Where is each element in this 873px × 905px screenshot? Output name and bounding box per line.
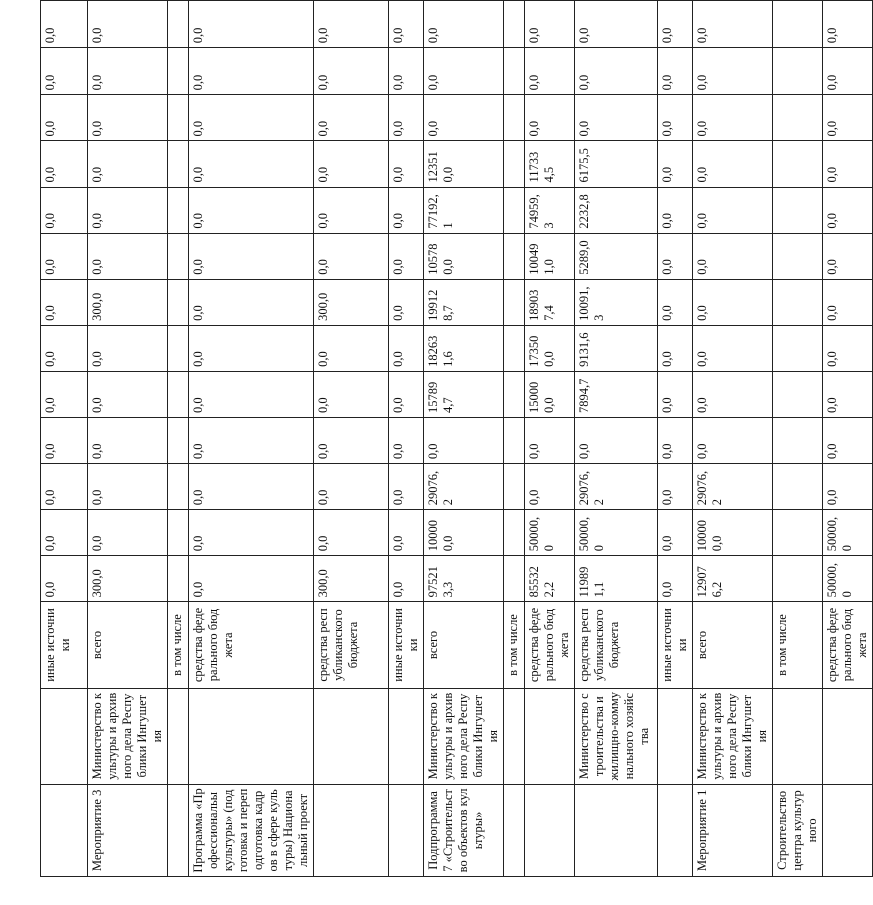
value-cell <box>168 95 189 141</box>
value-cell: 0,0 <box>41 141 88 187</box>
value-cell <box>773 48 823 95</box>
value-cell: 0,0 <box>823 187 873 233</box>
executor-cell <box>389 688 424 784</box>
value-cell: 0,0 <box>424 48 504 95</box>
rotated-table-page <box>40 0 869 877</box>
value-cell: 0,0 <box>823 464 873 510</box>
value-cell <box>773 510 823 556</box>
value-cell <box>773 1 823 48</box>
value-cell: 0,0 <box>658 325 693 371</box>
table-row <box>389 1 424 877</box>
value-cell: 0,0 <box>389 279 424 325</box>
value-cell: 0,0 <box>823 325 873 371</box>
table-row <box>168 1 189 877</box>
value-cell <box>504 418 525 464</box>
value-cell <box>773 418 823 464</box>
value-cell <box>773 464 823 510</box>
value-cell: 0,0 <box>41 371 88 417</box>
executor-cell <box>823 688 873 784</box>
value-cell: 0,0 <box>88 141 168 187</box>
value-cell: 0,0 <box>693 187 773 233</box>
value-cell <box>168 556 189 602</box>
value-cell: 0,0 <box>575 48 658 95</box>
value-cell <box>504 325 525 371</box>
value-cell: 0,0 <box>658 48 693 95</box>
value-cell: 0,0 <box>525 95 575 141</box>
source-cell: средства республиканского бюджета <box>314 602 389 688</box>
value-cell: 0,0 <box>41 95 88 141</box>
value-cell: 0,0 <box>693 233 773 279</box>
value-cell: 0,0 <box>658 233 693 279</box>
name-cell: Подпрограмма 7 «Строительство объектов культуры» <box>424 784 504 876</box>
value-cell <box>773 556 823 602</box>
value-cell: 0,0 <box>658 141 693 187</box>
value-cell: 0,0 <box>189 95 314 141</box>
value-cell: 0,0 <box>314 510 389 556</box>
value-cell: 0,0 <box>189 510 314 556</box>
source-cell: в том числе <box>168 602 189 688</box>
value-cell: 0,0 <box>389 1 424 48</box>
source-cell: всего <box>693 602 773 688</box>
value-cell: 300,0 <box>88 556 168 602</box>
value-cell: 0,0 <box>525 48 575 95</box>
value-cell <box>504 1 525 48</box>
value-cell: 0,0 <box>41 1 88 48</box>
executor-cell <box>525 688 575 784</box>
table-row <box>823 1 873 877</box>
value-cell: 12351 0,0 <box>424 141 504 187</box>
value-cell: 100491,0 <box>525 233 575 279</box>
value-cell <box>773 95 823 141</box>
value-cell: 0,0 <box>693 279 773 325</box>
source-cell: всего <box>424 602 504 688</box>
value-cell: 105780,0 <box>424 233 504 279</box>
value-cell: 0,0 <box>314 418 389 464</box>
value-cell <box>168 141 189 187</box>
value-cell: 0,0 <box>424 418 504 464</box>
value-cell: 5289,0 <box>575 233 658 279</box>
value-cell <box>773 279 823 325</box>
value-cell <box>504 464 525 510</box>
value-cell: 7894,7 <box>575 371 658 417</box>
name-cell <box>314 784 389 876</box>
value-cell: 0,0 <box>88 48 168 95</box>
value-cell: 0,0 <box>314 141 389 187</box>
value-cell: 0,0 <box>823 48 873 95</box>
value-cell <box>773 325 823 371</box>
value-cell: 0,0 <box>189 233 314 279</box>
value-cell: 0,0 <box>88 1 168 48</box>
table-row <box>525 1 575 877</box>
name-cell <box>168 784 189 876</box>
executor-cell <box>168 688 189 784</box>
value-cell: 29076,2 <box>424 464 504 510</box>
value-cell <box>168 418 189 464</box>
executor-cell <box>314 688 389 784</box>
value-cell: 0,0 <box>525 1 575 48</box>
value-cell: 0,0 <box>189 556 314 602</box>
value-cell: 0,0 <box>389 371 424 417</box>
value-cell: 17350 0,0 <box>525 325 575 371</box>
value-cell: 0,0 <box>389 418 424 464</box>
value-cell: 0,0 <box>823 418 873 464</box>
value-cell: 0,0 <box>88 95 168 141</box>
value-cell: 0,0 <box>693 418 773 464</box>
value-cell <box>168 464 189 510</box>
value-cell <box>168 1 189 48</box>
name-cell <box>41 784 88 876</box>
executor-cell: Министерство строительства и жилищно-коммунального хозяйства <box>575 688 658 784</box>
value-cell <box>168 510 189 556</box>
value-cell: 0,0 <box>424 95 504 141</box>
value-cell: 0,0 <box>658 279 693 325</box>
value-cell: 15789 4,7 <box>424 371 504 417</box>
value-cell: 0,0 <box>41 187 88 233</box>
table-row <box>693 1 773 877</box>
value-cell <box>504 556 525 602</box>
value-cell: 0,0 <box>575 1 658 48</box>
value-cell <box>504 233 525 279</box>
name-cell: Программа «Профессиональы культуры» (подготовка и переподготовка кадров в сфере культуры) Национальный проект <box>189 784 314 876</box>
value-cell: 0,0 <box>389 464 424 510</box>
value-cell: 0,0 <box>658 371 693 417</box>
value-cell: 0,0 <box>389 48 424 95</box>
value-cell: 100000,0 <box>424 510 504 556</box>
value-cell: 50000,0 <box>525 510 575 556</box>
value-cell: 0,0 <box>658 556 693 602</box>
value-cell: 0,0 <box>314 371 389 417</box>
table-row <box>424 1 504 877</box>
executor-cell <box>773 688 823 784</box>
value-cell <box>773 371 823 417</box>
value-cell: 0,0 <box>189 325 314 371</box>
value-cell: 0,0 <box>575 95 658 141</box>
source-cell: иные источники <box>41 602 88 688</box>
value-cell: 0,0 <box>41 510 88 556</box>
value-cell <box>168 187 189 233</box>
value-cell: 0,0 <box>314 325 389 371</box>
value-cell: 0,0 <box>88 325 168 371</box>
value-cell: 0,0 <box>693 141 773 187</box>
value-cell: 18903 7,4 <box>525 279 575 325</box>
name-cell: Мероприятие 1 <box>693 784 773 876</box>
value-cell <box>504 187 525 233</box>
value-cell: 0,0 <box>658 510 693 556</box>
source-cell: средства федерального бюджета <box>823 602 873 688</box>
value-cell: 0,0 <box>314 187 389 233</box>
value-cell: 50000,0 <box>823 556 873 602</box>
value-cell: 0,0 <box>314 95 389 141</box>
value-cell: 0,0 <box>41 233 88 279</box>
value-cell: 0,0 <box>189 371 314 417</box>
value-cell <box>168 371 189 417</box>
value-cell: 0,0 <box>693 371 773 417</box>
table-row <box>773 1 823 877</box>
value-cell <box>504 48 525 95</box>
value-cell <box>504 371 525 417</box>
table-row <box>658 1 693 877</box>
value-cell: 0,0 <box>693 325 773 371</box>
value-cell: 19912 8,7 <box>424 279 504 325</box>
value-cell: 0,0 <box>41 464 88 510</box>
value-cell: 129076,2 <box>693 556 773 602</box>
value-cell: 0,0 <box>658 1 693 48</box>
value-cell <box>504 95 525 141</box>
value-cell: 74959,3 <box>525 187 575 233</box>
value-cell: 0,0 <box>525 418 575 464</box>
value-cell <box>168 325 189 371</box>
name-cell: Мероприятие 3 <box>88 784 168 876</box>
value-cell: 0,0 <box>658 418 693 464</box>
value-cell: 0,0 <box>41 325 88 371</box>
table-row <box>314 1 389 877</box>
name-cell <box>525 784 575 876</box>
executor-cell: Министерство культуры и архивного дела Республики Ингушетия <box>88 688 168 784</box>
table-row <box>41 1 88 877</box>
value-cell: 0,0 <box>41 556 88 602</box>
value-cell: 0,0 <box>41 48 88 95</box>
value-cell: 0,0 <box>823 95 873 141</box>
executor-cell <box>504 688 525 784</box>
value-cell: 0,0 <box>575 418 658 464</box>
value-cell: 50000,0 <box>575 510 658 556</box>
value-cell <box>168 279 189 325</box>
source-cell: средства федерального бюджета <box>189 602 314 688</box>
table-row <box>88 1 168 877</box>
name-cell: Строительство центра культурного <box>773 784 823 876</box>
value-cell: 0,0 <box>389 141 424 187</box>
value-cell <box>773 187 823 233</box>
source-cell: иные источники <box>389 602 424 688</box>
source-cell: в том числе <box>504 602 525 688</box>
value-cell: 0,0 <box>823 141 873 187</box>
executor-cell <box>41 688 88 784</box>
value-cell: 0,0 <box>189 279 314 325</box>
name-cell <box>823 784 873 876</box>
value-cell <box>504 510 525 556</box>
value-cell <box>773 233 823 279</box>
value-cell: 0,0 <box>389 325 424 371</box>
name-cell <box>389 784 424 876</box>
value-cell: 975213,3 <box>424 556 504 602</box>
value-cell <box>168 233 189 279</box>
value-cell: 0,0 <box>189 418 314 464</box>
value-cell: 0,0 <box>189 1 314 48</box>
value-cell: 0,0 <box>314 1 389 48</box>
value-cell: 0,0 <box>389 510 424 556</box>
value-cell: 29076,2 <box>693 464 773 510</box>
table-body <box>41 1 873 877</box>
value-cell: 300,0 <box>314 279 389 325</box>
value-cell: 0,0 <box>88 418 168 464</box>
value-cell: 18263 1,6 <box>424 325 504 371</box>
value-cell: 0,0 <box>693 95 773 141</box>
table-row <box>575 1 658 877</box>
executor-cell <box>189 688 314 784</box>
executor-cell <box>658 688 693 784</box>
budget-table <box>40 0 873 877</box>
value-cell <box>773 141 823 187</box>
value-cell: 0,0 <box>41 418 88 464</box>
value-cell: 0,0 <box>88 464 168 510</box>
executor-cell: Министерство культуры и архивного дела Республики Ингушетия <box>424 688 504 784</box>
value-cell: 0,0 <box>693 1 773 48</box>
value-cell <box>504 141 525 187</box>
value-cell: 100000,0 <box>693 510 773 556</box>
value-cell: 15000 0,0 <box>525 371 575 417</box>
value-cell: 0,0 <box>41 279 88 325</box>
table-row <box>504 1 525 877</box>
value-cell: 0,0 <box>189 48 314 95</box>
value-cell: 300,0 <box>88 279 168 325</box>
value-cell: 119891,1 <box>575 556 658 602</box>
name-cell <box>575 784 658 876</box>
value-cell: 0,0 <box>658 464 693 510</box>
value-cell: 0,0 <box>189 141 314 187</box>
value-cell: 6175,5 <box>575 141 658 187</box>
value-cell: 0,0 <box>693 48 773 95</box>
source-cell: средства федерального бюджета <box>525 602 575 688</box>
value-cell: 0,0 <box>88 187 168 233</box>
value-cell: 77192,1 <box>424 187 504 233</box>
value-cell: 29076,2 <box>575 464 658 510</box>
name-cell <box>658 784 693 876</box>
value-cell: 0,0 <box>525 464 575 510</box>
value-cell: 11733 4,5 <box>525 141 575 187</box>
name-cell <box>504 784 525 876</box>
value-cell <box>504 279 525 325</box>
value-cell: 0,0 <box>189 464 314 510</box>
value-cell: 10091,3 <box>575 279 658 325</box>
executor-cell: Министерство культуры и архивного дела Республики Ингушетия <box>693 688 773 784</box>
value-cell: 2232,8 <box>575 187 658 233</box>
value-cell: 0,0 <box>88 233 168 279</box>
value-cell: 0,0 <box>88 510 168 556</box>
source-cell: иные источники <box>658 602 693 688</box>
value-cell: 0,0 <box>658 95 693 141</box>
value-cell: 0,0 <box>658 187 693 233</box>
value-cell <box>168 48 189 95</box>
value-cell: 855322,2 <box>525 556 575 602</box>
value-cell: 0,0 <box>314 233 389 279</box>
value-cell: 0,0 <box>389 556 424 602</box>
value-cell: 0,0 <box>823 371 873 417</box>
value-cell: 0,0 <box>389 95 424 141</box>
value-cell: 0,0 <box>314 48 389 95</box>
value-cell: 0,0 <box>389 233 424 279</box>
source-cell: всего <box>88 602 168 688</box>
value-cell: 300,0 <box>314 556 389 602</box>
value-cell: 9131,6 <box>575 325 658 371</box>
value-cell: 0,0 <box>823 279 873 325</box>
value-cell: 0,0 <box>314 464 389 510</box>
value-cell: 0,0 <box>88 371 168 417</box>
value-cell: 0,0 <box>823 1 873 48</box>
value-cell: 0,0 <box>823 233 873 279</box>
value-cell: 0,0 <box>189 187 314 233</box>
value-cell: 0,0 <box>424 1 504 48</box>
table-row <box>189 1 314 877</box>
source-cell: в том числе <box>773 602 823 688</box>
value-cell: 0,0 <box>389 187 424 233</box>
source-cell: средства республиканского бюджета <box>575 602 658 688</box>
value-cell: 50000,0 <box>823 510 873 556</box>
